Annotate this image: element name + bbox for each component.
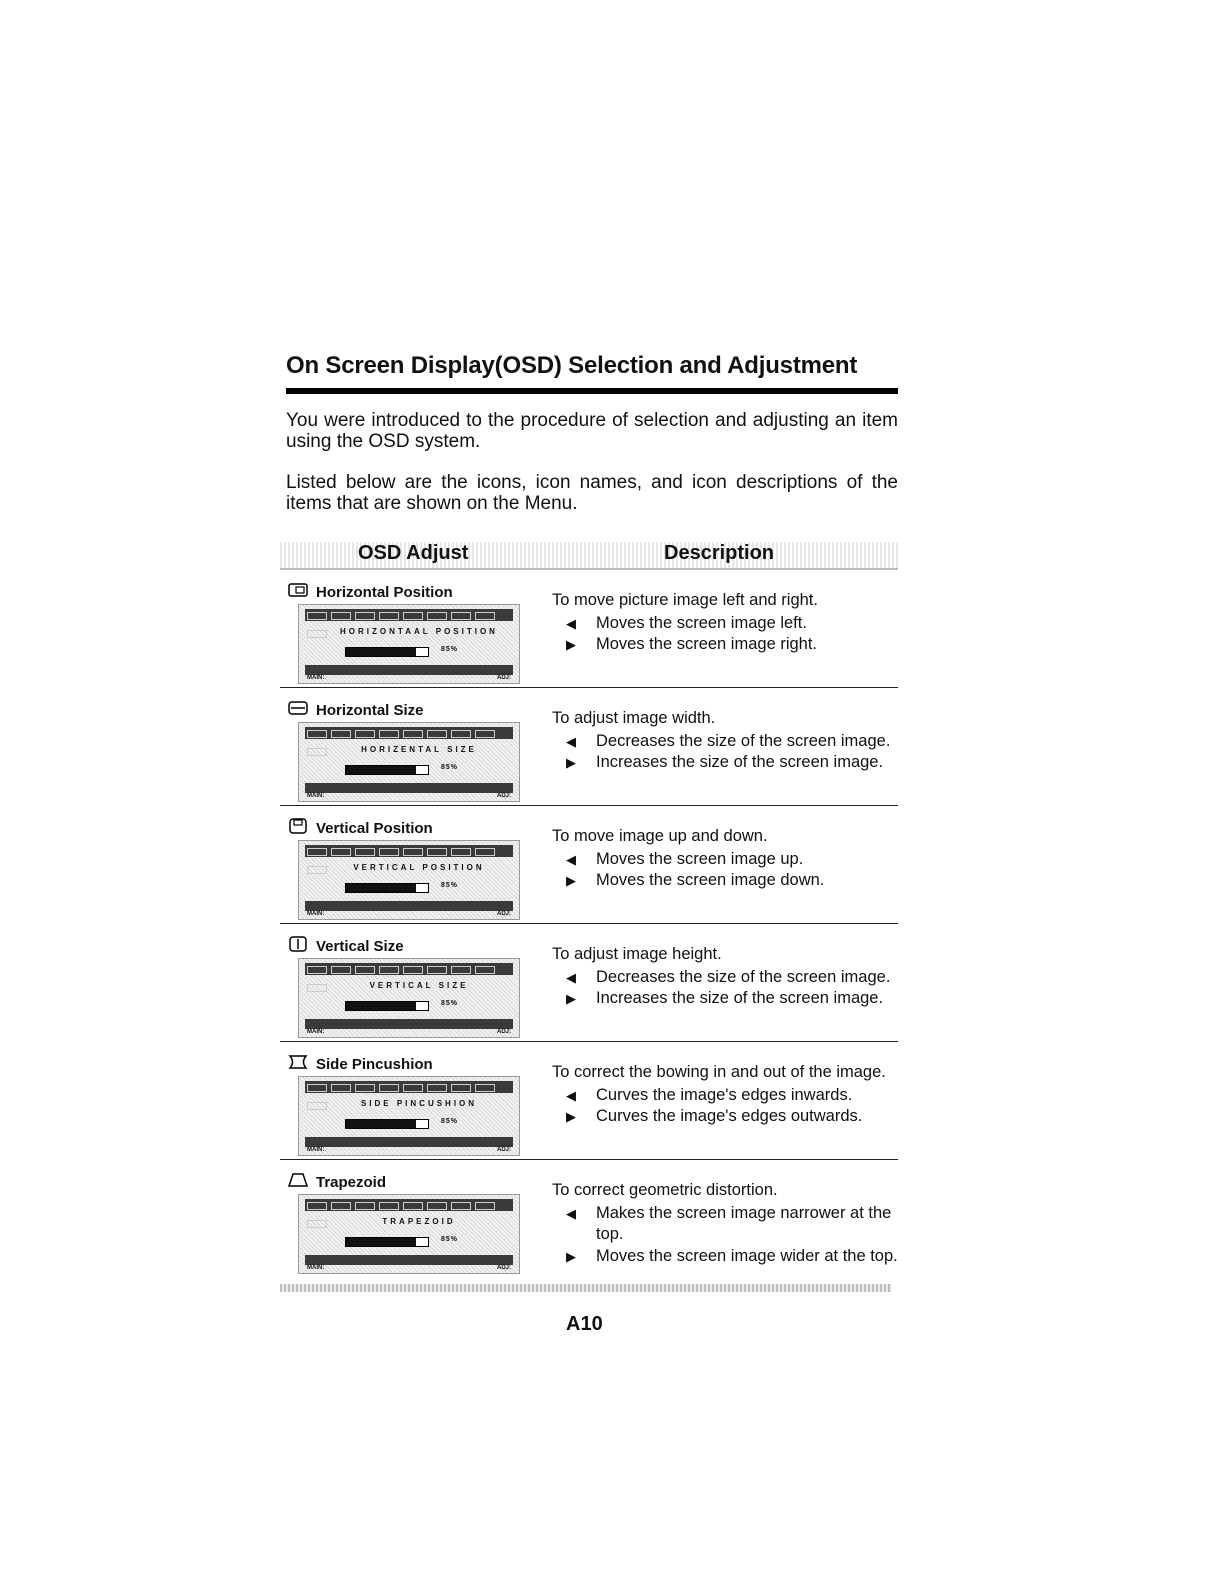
table-row (280, 688, 898, 806)
item-heading (288, 1054, 433, 1075)
right-arrow-line (552, 870, 898, 892)
item-title: Vertical Position (316, 820, 433, 837)
vertical-position-icon (288, 818, 308, 839)
left-arrow-icon: ◀ (566, 851, 576, 867)
osd-tab-icon (379, 848, 399, 856)
osd-adj-label: ADJ: (496, 1265, 511, 1271)
right-arrow-line (552, 1246, 898, 1268)
osd-level-meter (345, 647, 429, 657)
osd-level-meter (345, 883, 429, 893)
osd-percent: 85% (441, 1118, 459, 1125)
description-text: To adjust image width. (552, 709, 716, 727)
right-arrow-icon: ▶ (566, 755, 576, 770)
item-title: Trapezoid (316, 1174, 387, 1191)
right-arrow-icon: ▶ (566, 637, 576, 652)
osd-level-fill (346, 1120, 416, 1128)
osd-percent: 85% (441, 1236, 459, 1243)
osd-nav-labels (305, 911, 513, 919)
item-description (552, 1180, 898, 1267)
left-arrow-text: Moves the screen image up. (596, 849, 804, 868)
item-description (552, 1062, 898, 1128)
osd-bottom-icon-bar (305, 783, 513, 793)
osd-nav-labels (305, 1265, 513, 1273)
osd-top-icon-bar (305, 727, 513, 739)
left-arrow-text: Decreases the size of the screen image. (596, 967, 891, 986)
osd-tab-icon (307, 984, 327, 992)
right-arrow-text: Moves the screen image down. (596, 871, 825, 889)
osd-level-fill (346, 1002, 416, 1010)
osd-tab-icon (307, 630, 327, 638)
osd-adj-label: ADJ: (496, 793, 511, 799)
osd-tab-icon (403, 1202, 423, 1210)
table-row (280, 1042, 898, 1160)
osd-tab-icon (331, 730, 351, 738)
header-osd-adjust: OSD Adjust (358, 542, 469, 564)
osd-level-meter (345, 1237, 429, 1247)
osd-tab-icon (427, 612, 447, 620)
osd-main-label: MAIN: (307, 1265, 325, 1271)
osd-main-label: MAIN: (307, 675, 325, 681)
item-heading (288, 936, 404, 957)
title-rule (286, 388, 898, 394)
osd-top-icon-bar (305, 1199, 513, 1211)
osd-tab-icon (307, 866, 327, 874)
osd-screenshot (298, 840, 520, 920)
osd-level-fill (346, 884, 416, 892)
side-pincushion-icon (288, 1054, 308, 1075)
right-arrow-line (552, 752, 898, 774)
left-arrow-text: Decreases the size of the screen image. (596, 731, 891, 750)
osd-tab-icon (307, 730, 327, 738)
intro-paragraph-1: You were introduced to the procedure of selection and adjusting an item using the OSD system. (286, 410, 898, 452)
osd-level-meter (345, 1119, 429, 1129)
osd-tab-icon (427, 1084, 447, 1092)
osd-screenshot (298, 1194, 520, 1274)
osd-tab-icon (475, 966, 495, 974)
osd-bottom-icon-bar (305, 1255, 513, 1265)
left-arrow-icon: ◀ (566, 615, 576, 631)
item-title: Vertical Size (316, 938, 404, 955)
item-description (552, 826, 898, 892)
item-description (552, 708, 898, 774)
left-arrow-line (552, 849, 898, 871)
osd-tab-icon (307, 612, 327, 620)
item-heading (288, 818, 433, 839)
osd-percent: 85% (441, 764, 459, 771)
osd-percent: 85% (441, 882, 459, 889)
page-title: On Screen Display(OSD) Selection and Adjustment (286, 352, 858, 379)
osd-level-meter (345, 765, 429, 775)
right-arrow-icon: ▶ (566, 991, 576, 1006)
osd-tab-icon (475, 730, 495, 738)
right-arrow-text: Moves the screen image right. (596, 635, 818, 653)
osd-tab-icon (331, 1202, 351, 1210)
osd-item-label: HORIZENTAL SIZE (361, 745, 477, 754)
right-arrow-icon: ▶ (566, 1248, 576, 1264)
right-arrow-text: Increases the size of the screen image. (596, 989, 884, 1007)
osd-main-label: MAIN: (307, 911, 325, 917)
description-text: To correct geometric distortion. (552, 1181, 778, 1199)
osd-tab-icon (451, 730, 471, 738)
osd-tab-icon (379, 612, 399, 620)
osd-tab-icon (451, 848, 471, 856)
osd-tab-icon (307, 1202, 327, 1210)
osd-tab-icon (451, 1084, 471, 1092)
osd-screenshot (298, 722, 520, 802)
osd-tab-icon (307, 748, 327, 756)
page-number: A10 (566, 1313, 603, 1335)
osd-screenshot (298, 958, 520, 1038)
osd-main-label: MAIN: (307, 793, 325, 799)
osd-tab-icon (331, 1084, 351, 1092)
osd-item-label: HORIZONTAAL POSITION (340, 627, 498, 636)
osd-item-label: TRAPEZOID (382, 1217, 456, 1226)
osd-level-fill (346, 1238, 416, 1246)
table-header (280, 542, 898, 570)
right-arrow-icon: ▶ (566, 1109, 576, 1124)
osd-percent: 85% (441, 1000, 459, 1007)
osd-bottom-icon-bar (305, 1019, 513, 1029)
left-arrow-line (552, 1203, 898, 1246)
osd-level-meter (345, 1001, 429, 1011)
osd-bottom-icon-bar (305, 665, 513, 675)
osd-tab-icon (403, 612, 423, 620)
osd-item-label: VERTICAL SIZE (369, 981, 469, 990)
osd-tab-icon (379, 966, 399, 974)
intro-paragraph-2: Listed below are the icons, icon names, and icon descriptions of the items that are shown on the Menu. (286, 472, 898, 514)
osd-tab-icon (307, 966, 327, 974)
osd-item-label: VERTICAL POSITION (353, 863, 485, 872)
osd-top-icon-bar (305, 609, 513, 621)
osd-tab-icon (307, 1084, 327, 1092)
osd-item-label: SIDE PINCUSHION (360, 1099, 478, 1108)
left-arrow-line (552, 613, 898, 635)
document-page (286, 352, 898, 1277)
left-arrow-icon: ◀ (566, 1205, 576, 1221)
table-row (280, 570, 898, 688)
osd-top-icon-bar (305, 845, 513, 857)
osd-tab-icon (355, 966, 375, 974)
left-arrow-text: Curves the image's edges inwards. (596, 1085, 853, 1104)
osd-nav-labels (305, 1147, 513, 1155)
header-description: Description (664, 542, 775, 564)
osd-bottom-icon-bar (305, 1137, 513, 1147)
osd-tab-icon (379, 1202, 399, 1210)
right-arrow-text: Moves the screen image wider at the top. (596, 1246, 898, 1265)
osd-level-fill (346, 766, 416, 774)
item-title: Horizontal Size (316, 702, 424, 719)
osd-tab-icon (427, 1202, 447, 1210)
osd-nav-labels (305, 793, 513, 801)
osd-tab-icon (403, 848, 423, 856)
right-arrow-line (552, 1106, 898, 1128)
osd-tab-icon (331, 612, 351, 620)
right-arrow-line (552, 634, 898, 656)
osd-table-rows (286, 570, 898, 1277)
item-description (552, 590, 898, 656)
vertical-size-icon (288, 936, 308, 957)
osd-percent: 85% (441, 646, 459, 653)
osd-tab-icon (379, 1084, 399, 1092)
osd-tab-icon (331, 966, 351, 974)
osd-tab-icon (403, 730, 423, 738)
osd-adj-label: ADJ: (496, 1147, 511, 1153)
osd-top-icon-bar (305, 1081, 513, 1093)
left-arrow-line (552, 967, 898, 989)
bottom-rule (280, 1284, 892, 1292)
right-arrow-icon: ▶ (566, 873, 576, 888)
osd-main-label: MAIN: (307, 1147, 325, 1153)
left-arrow-icon: ◀ (566, 1087, 576, 1103)
item-heading (288, 700, 424, 721)
item-title: Side Pincushion (316, 1056, 433, 1073)
item-heading (288, 582, 453, 603)
osd-adj-label: ADJ: (496, 675, 511, 681)
right-arrow-text: Curves the image's edges outwards. (596, 1107, 863, 1125)
osd-bottom-icon-bar (305, 901, 513, 911)
item-heading (288, 1172, 386, 1193)
left-arrow-line (552, 1085, 898, 1107)
osd-tab-icon (403, 1084, 423, 1092)
osd-adj-label: ADJ: (496, 911, 511, 917)
osd-tab-icon (355, 1202, 375, 1210)
description-text: To correct the bowing in and out of the image. (552, 1063, 886, 1081)
osd-tab-icon (355, 848, 375, 856)
osd-tab-icon (475, 848, 495, 856)
osd-adj-label: ADJ: (496, 1029, 511, 1035)
table-row (280, 924, 898, 1042)
table-row (280, 1160, 898, 1277)
osd-tab-icon (475, 612, 495, 620)
osd-tab-icon (451, 1202, 471, 1210)
description-text: To move image up and down. (552, 827, 768, 845)
description-text: To move picture image left and right. (552, 591, 818, 609)
osd-tab-icon (475, 1202, 495, 1210)
osd-screenshot (298, 1076, 520, 1156)
trapezoid-icon (288, 1172, 308, 1193)
osd-tab-icon (355, 730, 375, 738)
osd-tab-icon (427, 730, 447, 738)
item-description (552, 944, 898, 1010)
left-arrow-line (552, 731, 898, 753)
osd-tab-icon (427, 966, 447, 974)
right-arrow-text: Increases the size of the screen image. (596, 753, 884, 771)
osd-tab-icon (403, 966, 423, 974)
osd-tab-icon (379, 730, 399, 738)
osd-tab-icon (427, 848, 447, 856)
table-row (280, 806, 898, 924)
right-arrow-line (552, 988, 898, 1010)
osd-tab-icon (307, 1102, 327, 1110)
osd-main-label: MAIN: (307, 1029, 325, 1035)
osd-tab-icon (355, 1084, 375, 1092)
osd-tab-icon (331, 848, 351, 856)
osd-screenshot (298, 604, 520, 684)
osd-nav-labels (305, 1029, 513, 1037)
osd-tab-icon (307, 1220, 327, 1228)
left-arrow-icon: ◀ (566, 733, 576, 749)
left-arrow-text: Moves the screen image left. (596, 613, 807, 632)
left-arrow-text: Makes the screen image narrower at the top. (596, 1203, 892, 1243)
left-arrow-icon: ◀ (566, 969, 576, 985)
horizontal-position-icon (288, 582, 308, 603)
osd-nav-labels (305, 675, 513, 683)
osd-tab-icon (475, 1084, 495, 1092)
osd-tab-icon (451, 966, 471, 974)
item-title: Horizontal Position (316, 584, 453, 601)
osd-tab-icon (355, 612, 375, 620)
osd-tab-icon (451, 612, 471, 620)
osd-tab-icon (307, 848, 327, 856)
horizontal-size-icon (288, 700, 308, 721)
osd-level-fill (346, 648, 416, 656)
description-text: To adjust image height. (552, 945, 722, 963)
osd-top-icon-bar (305, 963, 513, 975)
